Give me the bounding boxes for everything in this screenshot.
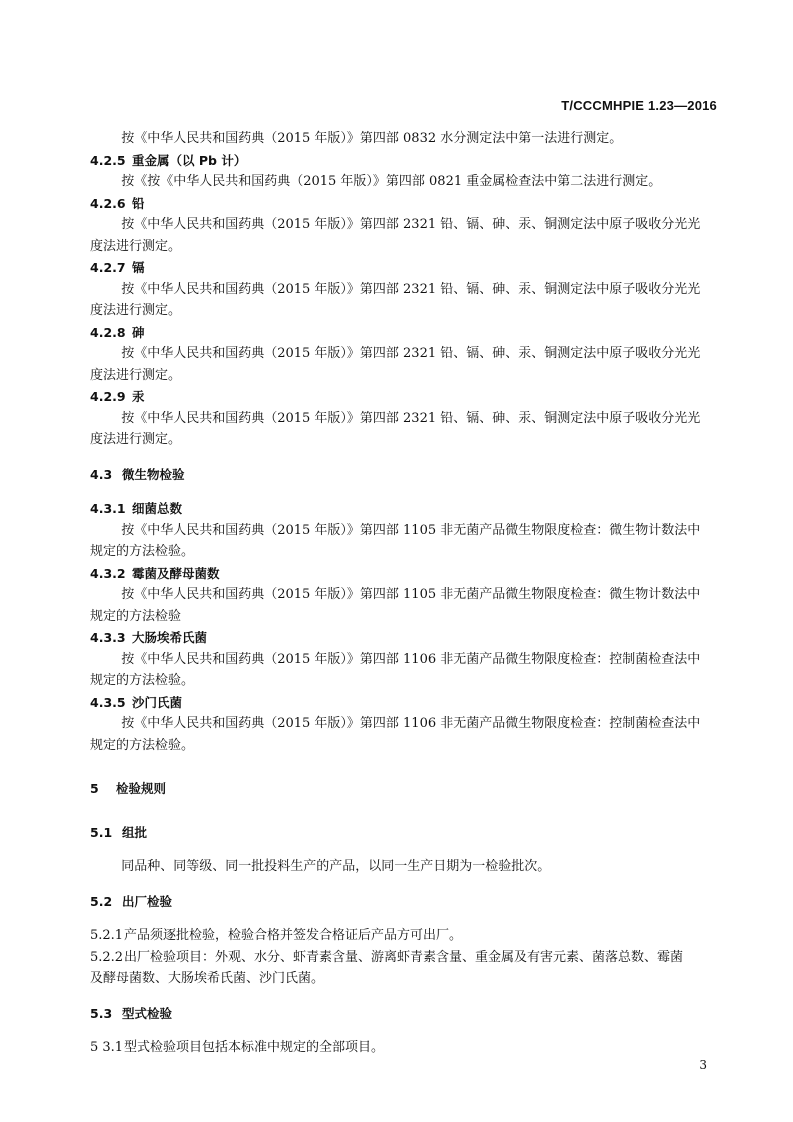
- paragraph-4-2-8-line2: 度法进行测定。: [90, 367, 182, 383]
- paragraph-4-2-7-line2: 度法进行测定。: [90, 303, 182, 318]
- heading-number: 4.2.7: [90, 260, 126, 275]
- heading-number: 5: [90, 781, 99, 796]
- heading-number: 4.3.2: [90, 565, 126, 581]
- heading-title: 镉: [132, 260, 145, 275]
- heading-4-3-2: [90, 563, 718, 585]
- spacer: [90, 485, 718, 498]
- heading-4-2-8: [90, 322, 718, 344]
- spacer: [90, 990, 718, 1003]
- spacer: [90, 878, 718, 891]
- moisture-method-text: 按《中华人民共和国药典（2015 年版）》第四部 0832 水分测定法中第一法进行测定。: [121, 131, 623, 146]
- paragraph-5-1: 同品种、同等级、同一批投料生产的产品，以同一生产日期为一检验批次。: [121, 859, 551, 874]
- document-code: T/CCCMHPIE 1.23—2016: [561, 98, 717, 113]
- item-text: 型式检验项目包括本标准中规定的全部项目。: [124, 1040, 385, 1055]
- heading-4-2-5: [90, 150, 718, 172]
- spacer: [90, 451, 718, 464]
- heading-number: 4.3.5: [90, 694, 126, 710]
- spacer: [90, 800, 718, 822]
- heading-title: 铅: [132, 195, 145, 211]
- heading-number: 4.2.9: [90, 389, 126, 404]
- heading-title: 大肠埃希氏菌: [132, 630, 208, 645]
- heading-4-2-7: [90, 257, 718, 279]
- heading-number: 4.2.6: [90, 195, 126, 211]
- paragraph-4-2-5: 按《按《中华人民共和国药典（2015 年版）》第四部 0821 重金属检查法中第二法进行测定。: [121, 174, 662, 189]
- heading-title: 检验规则: [116, 781, 167, 796]
- heading-title: 沙门氏菌: [132, 694, 183, 710]
- item-5-2-2-line2: 及酵母菌数、大肠埃希氏菌、沙门氏菌。: [90, 971, 325, 986]
- heading-5-3: [90, 1003, 718, 1025]
- spacer: [90, 843, 718, 856]
- heading-title: 微生物检验: [122, 466, 185, 482]
- paragraph-4-2-9-line2: 度法进行测定。: [90, 432, 182, 447]
- spacer: [90, 1024, 718, 1037]
- paragraph-4-2-6-line2: 度法进行测定。: [90, 238, 182, 254]
- heading-title: 型式检验: [122, 1005, 173, 1021]
- paragraph-4-3-2-line2: 规定的方法检验: [90, 608, 182, 624]
- item-5-2-1: [90, 925, 718, 947]
- heading-title: 重金属（以 Pb 计）: [132, 152, 247, 168]
- heading-5: [90, 778, 718, 800]
- heading-4-3-5: [90, 692, 718, 714]
- heading-4-3-1: [90, 498, 718, 520]
- heading-number: 5.1: [90, 824, 113, 840]
- page-number: 3: [699, 1058, 707, 1072]
- heading-number: 4.2.8: [90, 324, 126, 340]
- item-text: 出厂检验项目：外观、水分、虾青素含量、游离虾青素含量、重金属及有害元素、菌落总数、霉菌: [124, 949, 684, 965]
- paragraph-4-2-7-line1: 按《中华人民共和国药典（2015 年版）》第四部 2321 铅、镉、砷、汞、铜测定法中原子吸收分光光: [121, 281, 701, 297]
- paragraph-4-2-9-line1: 按《中华人民共和国药典（2015 年版）》第四部 2321 铅、镉、砷、汞、铜测定法中原子吸收分光光: [121, 410, 701, 426]
- heading-title: 汞: [132, 389, 145, 404]
- item-number: 5.2.2: [90, 949, 124, 965]
- heading-4-2-9: [90, 386, 718, 408]
- paragraph-4-3-3-line1: 按《中华人民共和国药典（2015 年版）》第四部 1106 非无菌产品微生物限度检查：控制菌检查法中: [121, 651, 701, 667]
- item-5-3-1: [90, 1037, 718, 1059]
- heading-title: 砷: [132, 324, 145, 340]
- heading-title: 出厂检验: [122, 893, 173, 909]
- heading-number: 4.3: [90, 466, 113, 482]
- paragraph-4-3-3-line2: 规定的方法检验。: [90, 673, 195, 688]
- item-number: 5 3.1: [90, 1040, 124, 1055]
- item-number: 5.2.1: [90, 928, 124, 943]
- heading-title: 霉菌及酵母菌数: [132, 565, 220, 581]
- paragraph-4-3-1-line2: 规定的方法检验。: [90, 544, 195, 559]
- paragraph-4-3-5-line1: 按《中华人民共和国药典（2015 年版）》第四部 1106 非无菌产品微生物限度检查：控制菌检查法中: [121, 716, 701, 731]
- heading-number: 5.3: [90, 1005, 113, 1021]
- heading-title: 细菌总数: [132, 501, 183, 516]
- heading-number: 5.2: [90, 893, 113, 909]
- heading-4-2-6: [90, 193, 718, 215]
- heading-number: 4.2.5: [90, 152, 126, 168]
- heading-number: 4.3.1: [90, 501, 126, 516]
- heading-4-3-3: [90, 627, 718, 649]
- paragraph-4-2-6-line1: 按《中华人民共和国药典（2015 年版）》第四部 2321 铅、镉、砷、汞、铜测定法中原子吸收分光光: [121, 217, 701, 232]
- spacer: [90, 912, 718, 925]
- heading-5-2: [90, 891, 718, 913]
- paragraph-4-3-5-line2: 规定的方法检验。: [90, 737, 195, 753]
- heading-number: 4.3.3: [90, 630, 126, 645]
- item-5-2-2: [90, 947, 718, 969]
- document-body: [90, 128, 718, 1059]
- heading-5-1: [90, 822, 718, 844]
- paragraph-4-3-2-line1: 按《中华人民共和国药典（2015 年版）》第四部 1105 非无菌产品微生物限度检查：微生物计数法中: [121, 587, 701, 602]
- heading-4-3: [90, 464, 718, 486]
- spacer: [90, 756, 718, 778]
- item-text: 产品须逐批检验，检验合格并签发合格证后产品方可出厂。: [124, 928, 463, 943]
- paragraph-4-3-1-line1: 按《中华人民共和国药典（2015 年版）》第四部 1105 非无菌产品微生物限度检查：微生物计数法中: [121, 522, 701, 538]
- paragraph-4-2-8-line1: 按《中华人民共和国药典（2015 年版）》第四部 2321 铅、镉、砷、汞、铜测定法中原子吸收分光光: [121, 346, 701, 361]
- heading-title: 组批: [122, 824, 148, 840]
